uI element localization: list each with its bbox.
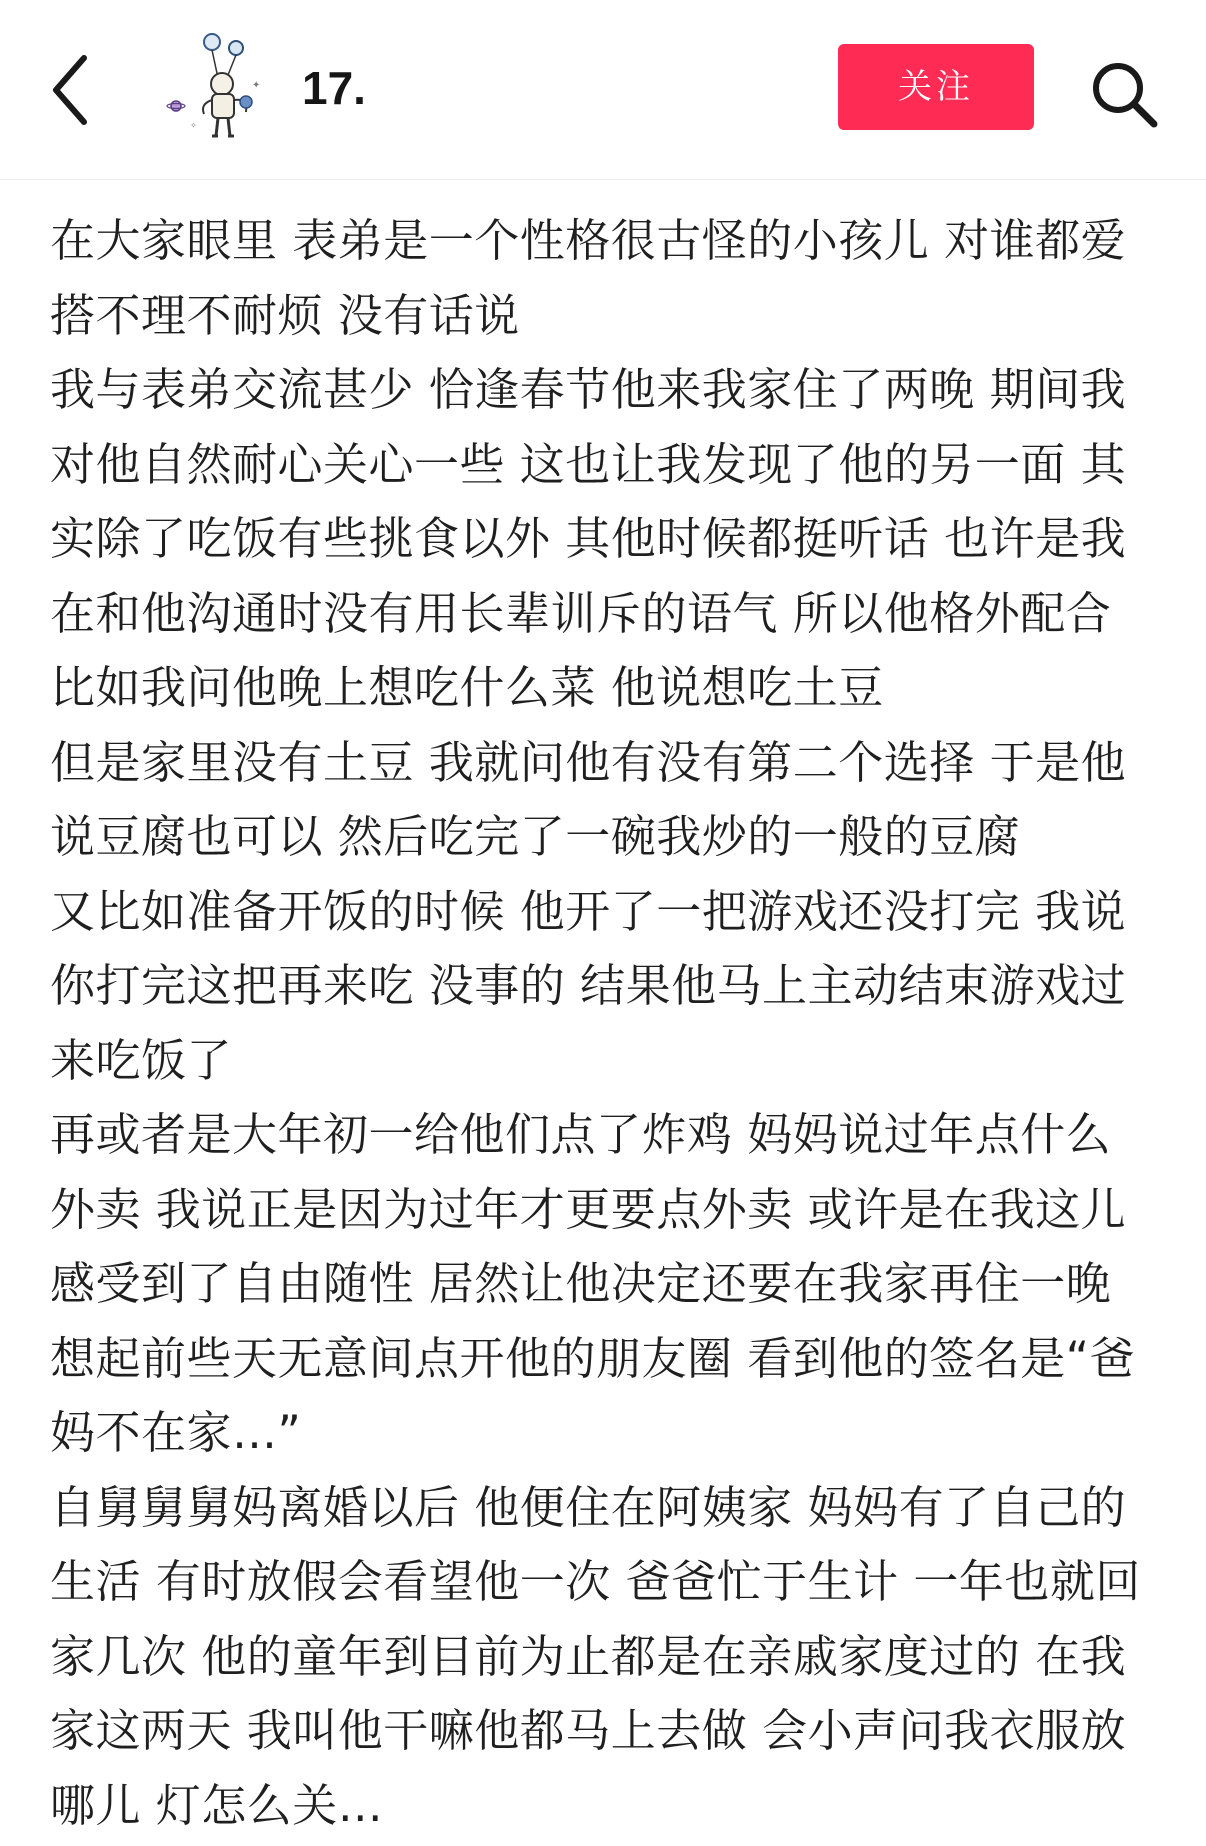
post-text-line: 再或者是大年初一给他们点了炸鸡 妈妈说过年点什么 (50, 1108, 1112, 1161)
post-text-line: 你打完这把再来吃 没事的 结果他马上主动结束游戏过 (50, 959, 1127, 1012)
search-button[interactable] (1086, 56, 1162, 132)
post-body (0, 180, 1206, 1843)
post-text-line: 哪儿 灯怎么关… (50, 1778, 384, 1832)
post-text-line: 但是家里没有土豆 我就问他有没有第二个选择 于是他 (50, 735, 1127, 789)
post-text-line: 家这两天 我叫他干嘛他都马上去做 会小声问我衣服放 (50, 1704, 1127, 1757)
avatar[interactable] (160, 28, 284, 152)
post-text-line: 说豆腐也可以 然后吃完了一碗我炒的一般的豆腐 (50, 810, 1021, 863)
post-text-line: 自舅舅舅妈离婚以后 他便住在阿姨家 妈妈有了自己的 (50, 1480, 1127, 1534)
post-text-line: 外卖 我说正是因为过年才更要点外卖 或许是在我这儿 (50, 1182, 1127, 1236)
svg-text:✦: ✦ (252, 80, 261, 91)
follow-button[interactable]: 关注 (838, 44, 1034, 130)
post-text-line: 生活 有时放假会看望他一次 爸爸忙于生计 一年也就回 (50, 1555, 1141, 1608)
post-text-line: 搭不理不耐烦 没有话说 (50, 288, 520, 342)
username[interactable]: 17. (302, 62, 366, 114)
search-icon (1086, 56, 1162, 132)
astronaut-doodle-icon (160, 28, 284, 152)
post-text-line: 对他自然耐心关心一些 这也让我发现了他的另一面 其 (50, 437, 1127, 491)
post-text-line: 在和他沟通时没有用长辈训斥的语气 所以他格外配合 (50, 586, 1112, 640)
post-text-line: 比如我问他晚上想吃什么菜 他说想吃土豆 (50, 661, 884, 714)
post-text-line: 又比如准备开饭的时候 他开了一把游戏还没打完 我说 (50, 884, 1127, 938)
post-text-line: 感受到了自由随性 居然让他决定还要在我家再住一晚 (50, 1257, 1112, 1310)
post-text-line: 来吃饭了 (50, 1033, 233, 1087)
post-text-line: 妈不在家…” (50, 1406, 302, 1459)
post-text-line: 想起前些天无意间点开他的朋友圈 看到他的签名是“爸 (50, 1331, 1136, 1385)
post-text-line: 家几次 他的童年到目前为止都是在亲戚家度过的 在我 (50, 1629, 1127, 1683)
svg-text:✧: ✧ (190, 121, 197, 130)
top-bar (0, 0, 1206, 180)
post-text-line: 我与表弟交流甚少 恰逢春节他来我家住了两晚 期间我 (50, 363, 1127, 416)
chevron-left-icon (50, 50, 110, 130)
post-text-line: 在大家眼里 表弟是一个性格很古怪的小孩儿 对谁都爱 (50, 214, 1127, 267)
post-text-line: 实除了吃饭有些挑食以外 其他时候都挺听话 也许是我 (50, 512, 1127, 565)
back-button[interactable] (50, 50, 110, 130)
